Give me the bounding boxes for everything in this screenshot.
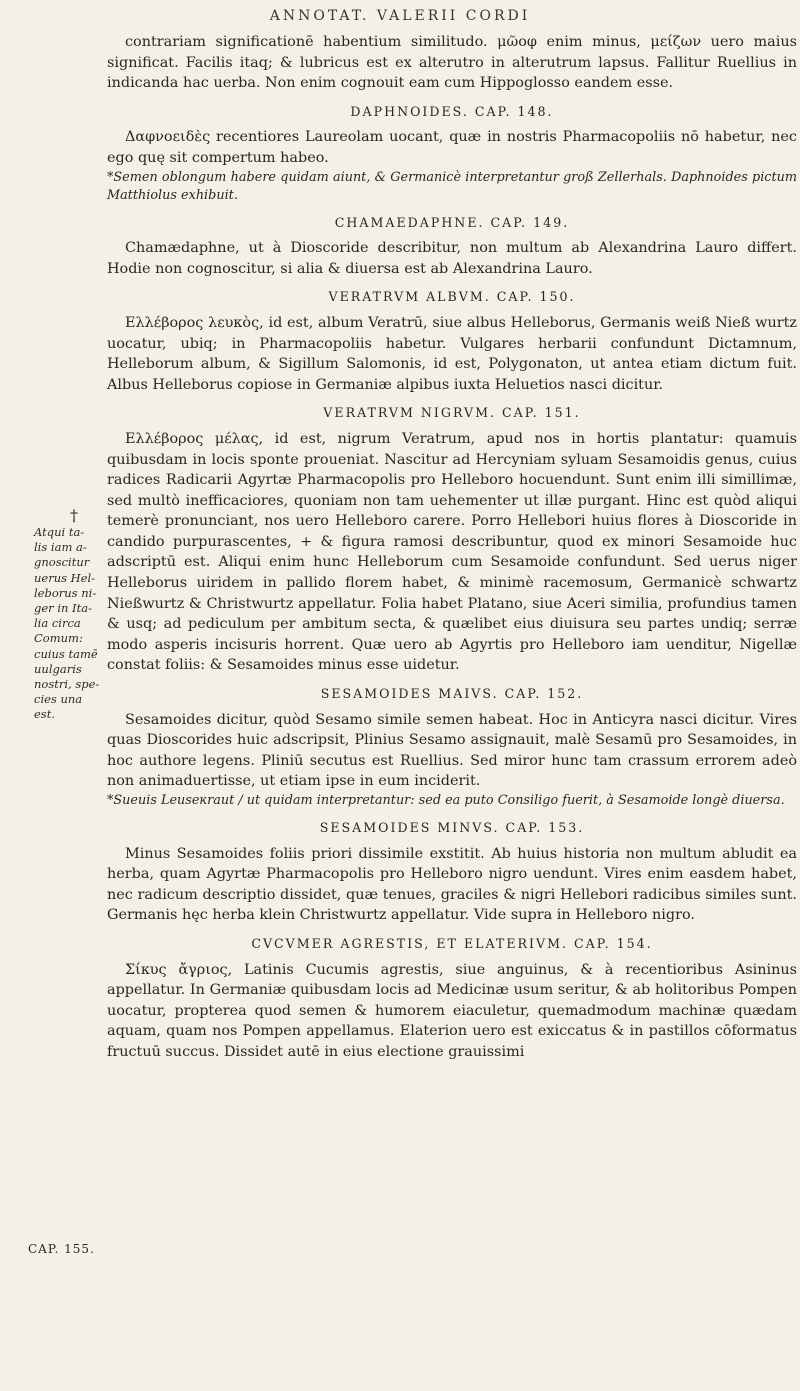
paragraph: Ελλέβορος μέλας, id est, nigrum Veratrum, apud nos in hortis plantatur: quamuis quibusdam in locis sponte proueniat. Nascitur ad Hercyniam syluam Sesamoidis genus, cuius radices Radicarii Agyrtæ Pharmacopolis pro Helleboro hocuendunt. Sunt enim illi simillimæ, sed multò inefficaciores, quoniam non tam uehementer ut illæ purgant. Hinc est quòd aliqui temerè pronunciant, nos uero Helleboro carere. Porro Hellebori huius flores à Dioscoride in candido purpurascentes, + & figura ramosi describuntur, quod ex minori Sesamoide huc adscriptū est. Aliqui enim hunc Helleborum cum Sesamoide confundunt. Sed uerus niger Helleborus uiridem in pallido florem habet, & minimè racemosum, Germanicè schwartz Nießwurtz & Christwurtz appellatur. Folia habet Platano, siue Aceri similia, profundius tamen & usq; ad pediculum per ambitum secta, & quælibet eius diuisura seu partes undiq; serræ modo asperis incisuris horrent. Quæ uero ab Agyrtis pro Helleboro iam uenditur, Nigellæ constat foliis: & Sesamoides minus esse uidetur. xyxy=(107,430,797,674)
annotation-note: *Sueuis Leuseĸraut / ut quidam interpretantur: sed ea puto Consiligo fuerit, à Sesamoide longè diuersa. xyxy=(107,793,785,808)
paragraph: Σίκυς ἄγριος, Latinis Cucumis agrestis, siue anguinus, & à recentioribus Asininus appellatur. In Germaniæ quibusdam locis ad Medicinæ usum seritur, & ab holitoribus Pompen uocatur, propterea quod semen & humorem eiaculetur, quemadmodum machinæ quædam aquam, quam nos Pompen appellamus. Elaterion uero est exiccatus & in pastillos cōformatus fructuū succus. Dissidet autē in eius electione grauissimi xyxy=(107,961,797,1060)
section-heading: VERATRVM NIGRVM. CAP. 151. xyxy=(323,405,581,421)
margin-note-line: nostri, spe- xyxy=(34,677,100,692)
paragraph: Δαφνοειδὲς recentiores Laureolam uocant, quæ in nostris Pharmacopoliis nō habetur, nec ego quę sit compertum habeo. xyxy=(107,129,797,166)
margin-note-line: ger in Ita- xyxy=(34,601,92,616)
margin-note-line: cies una xyxy=(34,692,83,707)
margin-note-line: Atqui ta- xyxy=(34,525,85,539)
paragraph: Ελλέβορος λευκὸς, id est, album Veratrū, siue albus Helleborus, Germanis weiß Nieß wurtz uocatur, ubiq; in Pharmacopoliis habetur. Vulgares herbarii confundunt Dictamnum, Helleborum album, & Sigillum Salomonis, id est, Polygonaton, ut antea etiam dictum fuit. Albus Helleborus copiose in Germaniæ alpibus iuxta Heluetios nasci dicitur. xyxy=(107,314,797,393)
section-heading: VERATRVM ALBVM. CAP. 150. xyxy=(328,289,576,305)
section-heading: CVCVMER AGRESTIS, ET ELATERIVM. CAP. 154. xyxy=(251,935,653,951)
running-head: ANNOTAT. VALERII CORDI xyxy=(269,8,531,24)
paragraph: contrariam significationē habentium similitudo. μῶοφ enim minus, μείζων uero maius significat. Facilis itaq; & lubricus est ex alterutro in alterutrum lapsus. Fallitur Ruellius in indicanda hac uerba. Non enim cognouit eam cum Hippoglosso eandem esse. xyxy=(107,34,797,92)
paragraph: Chamædaphne, ut à Dioscoride describitur, non multum ab Alexandrina Lauro differt. Hodie non cognoscitur, si alia & diuersa est ab Alexandrina Lauro. xyxy=(107,240,797,277)
main-text-column xyxy=(107,32,797,1063)
section-heading: CHAMAEDAPHNE. CAP. 149. xyxy=(334,214,570,230)
margin-note xyxy=(34,525,102,723)
margin-note-line: leborus ni- xyxy=(34,585,97,600)
margin-note-line: lia circa xyxy=(34,616,81,631)
section-heading: DAPHNOIDES. CAP. 148. xyxy=(350,103,554,119)
paragraph: Minus Sesamoides foliis priori dissimile exstitit. Ab huius historia non multum abludit ea herba, quam Agyrtæ Pharmacopolis pro Helleboro nigro uendunt. Vires enim easdem habet, nec radicum descriptio dissidet, quæ tenues, graciles & nigri Hellebori radicibus similes sunt. Germanis hęc herba klein Christwurtz appellatur. Vide supra in Helleboro nigro. xyxy=(107,845,797,924)
paragraph: Sesamoides dicitur, quòd Sesamo simile semen habeat. Hoc in Anticyra nasci dicitur. Vires quas Dioscorides huic adscripsit, Plinius Sesamo assignauit, malè Sesamū pro Sesamoides, in hoc authore legens. Pliniū secutus est Ruellius. Sed miror hunc tam crassum errorem adeò non animaduertisse, ut etiam ipse in eum inciderit. xyxy=(107,711,797,790)
section-heading: SESAMOIDES MINVS. CAP. 153. xyxy=(319,820,585,835)
margin-note-line: est. xyxy=(34,707,55,722)
section-heading: SESAMOIDES MAIVS. CAP. 152. xyxy=(320,686,584,702)
annotation-note: *Semen oblongum habere quidam aiunt, & Germanicè interpretantur groß Zellerhals. Daphnoides pictum Matthiolus exhibuit. xyxy=(107,169,797,203)
margin-note-line: Comum: xyxy=(34,631,83,646)
dagger-mark: † xyxy=(70,506,78,525)
margin-note-line: uulgaris xyxy=(34,661,82,676)
margin-note-line: gnoscitur xyxy=(34,555,90,570)
margin-chapter-number: CAP. 155. xyxy=(28,1242,95,1256)
margin-note-line: cuius tamē xyxy=(34,646,98,661)
margin-note-line: uerus Hel- xyxy=(34,570,96,585)
margin-note-line: lis iam a- xyxy=(34,540,87,555)
